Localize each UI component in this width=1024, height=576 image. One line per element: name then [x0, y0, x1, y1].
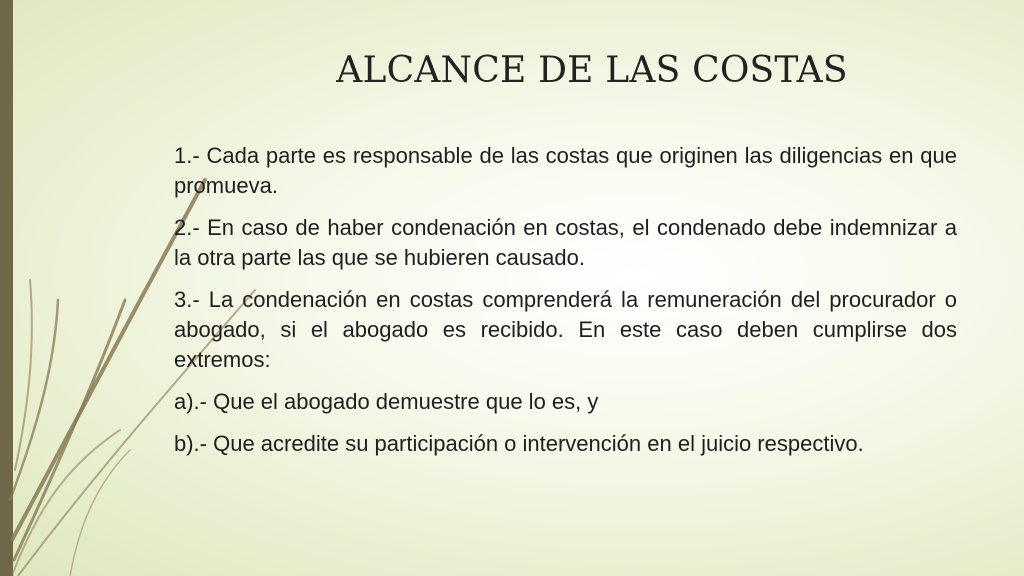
paragraph-item-1: 1.- Cada parte es responsable de las costas que originen las diligencias en que promueva.	[174, 143, 957, 198]
slide-title: ALCANCE DE LAS COSTAS	[336, 50, 848, 91]
paragraph-item-a: a).- Que el abogado demuestre que lo es, y	[174, 389, 599, 414]
paragraph-item-2: 2.- En caso de haber condenación en costas, el condenado debe indemnizar a la otra parte las que se hubieren causado.	[174, 215, 957, 270]
paragraph-item-b: b).- Que acredite su participación o intervención en el juicio respectivo.	[174, 431, 864, 456]
paragraph-item-3: 3.- La condenación en costas comprenderá la remuneración del procurador o abogado, si el abogado es recibido. En este caso deben cumplirse dos extremos:	[174, 287, 957, 372]
slide-body	[174, 141, 957, 471]
